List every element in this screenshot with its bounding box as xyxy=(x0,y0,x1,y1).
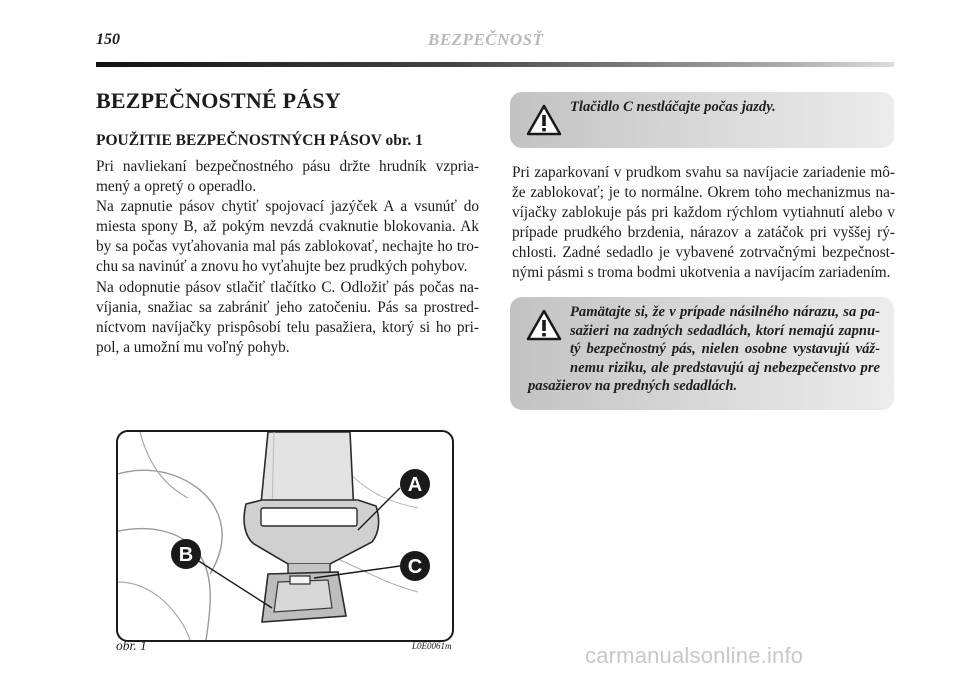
callout-c xyxy=(400,551,430,581)
paragraph: Pri navliekaní bezpečnostného pásu držte hrudník vzpria-mený a opretý o operadlo. xyxy=(96,158,479,196)
warning-box xyxy=(510,297,894,410)
svg-text:B: B xyxy=(178,544,194,566)
section-title: BEZPEČNOSTNÉ PÁSY xyxy=(96,88,341,113)
svg-text:A: A xyxy=(407,474,423,496)
watermark: carmanualsonline.info xyxy=(585,643,804,668)
seatbelt-buckle-illustration xyxy=(118,432,452,640)
running-head: BEZPEČNOSŤ xyxy=(428,30,544,49)
page-number: 150 xyxy=(96,31,120,48)
subsection-title: POUŽITIE BEZPEČNOSTNÝCH PÁSOV obr. 1 xyxy=(96,132,423,149)
warning-triangle-icon xyxy=(526,104,562,136)
warning-text: Tlačidlo C nestláčajte počas jazdy. xyxy=(570,99,776,115)
paragraph: Na zapnutie pásov chytiť spojovací jazýček A a vsunúť do miesta spony B, až pokým nevzdá cvaknutie blokovania. Ak by sa počas vyťahovania mal pás zablokovať, nechajte ho tro-chu sa navinúť a znovu ho vyťahujte bez prudkých pohybov. xyxy=(96,198,479,276)
callout-b xyxy=(171,539,201,569)
body-text-left xyxy=(96,157,479,358)
svg-text:C: C xyxy=(407,556,423,578)
callout-a xyxy=(400,469,430,499)
figure-code: L0E0061m xyxy=(412,641,452,651)
paragraph: Na odopnutie pásov stlačiť tlačítko C. Odložiť pás počas na-víjania, snažiac sa zabrániť jeho zatočeniu. Pás sa prostred-níctvom navíjačky prispôsobí telu pasažiera, ktorý si ho pri-pol, a umožní mu voľný pohyb. xyxy=(96,278,479,356)
figure-caption: obr. 1 xyxy=(116,638,147,653)
header-rule xyxy=(96,62,894,67)
figure-seatbelt-buckle xyxy=(116,430,454,642)
body-text-right: Pri zaparkovaní v prudkom svahu sa navíjacie zariadenie mô-že zablokovať; je to normálne. Okrem toho mechanizmus na-víjačky zablokuje pás pri každom rýchlom vytiahnutí alebo v prípade prudkého brzdenia, nárazov a zatáčok pri vyššej rý-chlosti. Zadné sedadlo je vybavené zotrvačnými bezpečnost-nými pásmi s troma bodmi ukotvenia a navíjacím zariadením. xyxy=(512,164,895,282)
warning-text: Pamätajte si, že v prípade násilného nárazu, sa pa-sažieri na zadných sedadlách, ktorí nemajú zapnu-tý bezpečnostný pás, nielen osobne vystavujú váž-nemu riziku, ale predstavujú aj nebezpečenstvo pre pasažierov na predných sedadlách. xyxy=(528,304,880,395)
warning-box xyxy=(510,92,894,148)
